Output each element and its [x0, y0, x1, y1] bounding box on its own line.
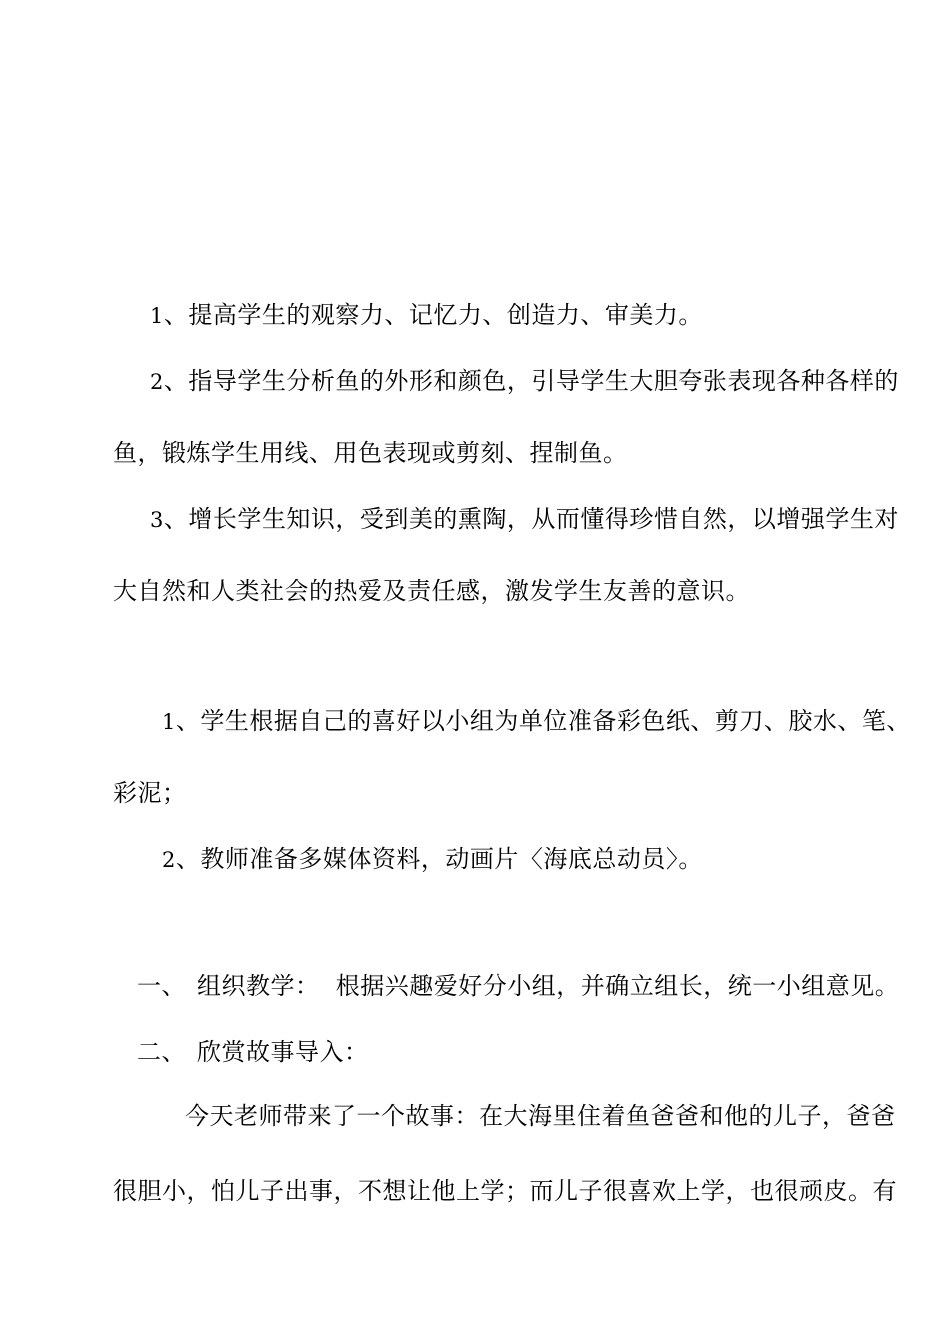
objective-text: 、增长学生知识，受到美的熏陶，从而懂得珍惜自然，以增强学生对 [163, 505, 899, 533]
step-marker: 一、 [137, 972, 186, 1000]
preparation-text: 彩泥； [113, 779, 187, 807]
story-paragraph-line-1 [185, 1101, 896, 1131]
objective-text: 、指导学生分析鱼的外形和颜色，引导学生大胆夸张表现各种各样的 [163, 367, 899, 395]
preparation-item-1 [162, 706, 911, 737]
preparation-text: 、学生根据自己的喜好以小组为单位准备彩色纸、剪刀、胶水、笔、 [175, 707, 911, 735]
step-text: 组织教学： 根据兴趣爱好分小组，并确立组长，统一小组意见。 [197, 972, 900, 1000]
process-step-1 [137, 971, 899, 1001]
objective-item-2-continued [113, 438, 628, 468]
objective-item-1 [150, 300, 703, 331]
story-paragraph-line-2 [113, 1176, 897, 1206]
objective-item-2 [150, 366, 899, 397]
objective-number: 2 [150, 370, 164, 394]
story-text: 今天老师带来了一个故事：在大海里住着鱼爸爸和他的儿子，爸爸 [185, 1102, 896, 1130]
preparation-item-2 [162, 844, 703, 875]
step-marker: 二、 [137, 1038, 186, 1066]
step-text: 欣赏故事导入： [197, 1038, 369, 1066]
preparation-number: 1 [162, 710, 176, 734]
objective-text: 鱼，锻炼学生用线、用色表现或剪刻、捏制鱼。 [113, 439, 628, 467]
process-step-2 [137, 1037, 369, 1067]
objective-number: 3 [150, 508, 164, 532]
objective-item-3-continued [113, 576, 750, 606]
preparation-item-1-continued [113, 778, 187, 808]
objective-item-3 [150, 504, 899, 535]
objective-number: 1 [150, 304, 164, 328]
preparation-number: 2 [162, 848, 176, 872]
preparation-text: 、教师准备多媒体资料，动画片〈海底总动员〉。 [175, 845, 703, 873]
objective-text: 大自然和人类社会的热爱及责任感，激发学生友善的意识。 [113, 577, 750, 605]
objective-text: 、提高学生的观察力、记忆力、创造力、审美力。 [163, 301, 703, 329]
story-text: 很胆小，怕儿子出事，不想让他上学；而儿子很喜欢上学，也很顽皮。有 [113, 1177, 897, 1205]
